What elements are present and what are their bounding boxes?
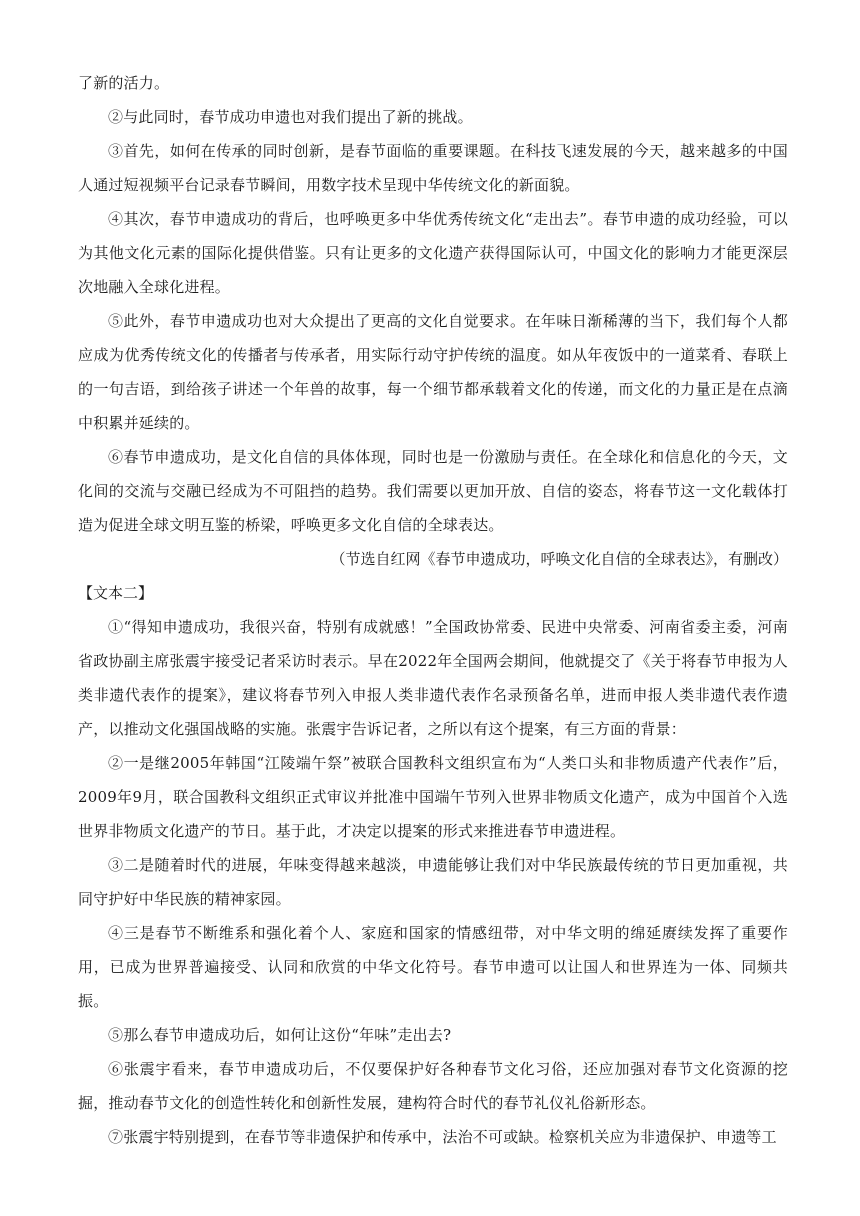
document-page <box>78 66 788 1154</box>
text2-paragraph-4: ④三是春节不断维系和强化着个人、家庭和国家的情感纽带，对中华文明的绵延赓续发挥了重要作用，已成为世界普遍接受、认同和欣赏的中华文化符号。春节申遗可以让国人和世界连为一体、同频共振。 <box>78 924 788 1010</box>
text2-paragraph-2: ②一是继2005年韩国“江陵端午祭”被联合国教科文组织宣布为“人类口头和非物质遗产代表作”后，2009年9月，联合国教科文组织正式审议并批准中国端午节列入世界非物质文化遗产，成为中国首个入选世界非物质文化遗产的节日。基于此，才决定以提案的形式来推进春节申遗进程。 <box>78 754 788 840</box>
text1-paragraph-5: ⑤此外，春节申遗成功也对大众提出了更高的文化自觉要求。在年味日渐稀薄的当下，我们每个人都应成为优秀传统文化的传播者与传承者，用实际行动守护传统的温度。如从年夜饭中的一道菜肴、春联上的一句吉语，到给孩子讲述一个年兽的故事，每一个细节都承载着文化的传递，而文化的力量正是在点滴中积累并延续的。 <box>78 312 788 432</box>
text1-paragraph-3: ③首先，如何在传承的同时创新，是春节面临的重要课题。在科技飞速发展的今天，越来越多的中国人通过短视频平台记录春节瞬间，用数字技术呈现中华传统文化的新面貌。 <box>78 142 788 194</box>
text1-paragraph-4: ④其次，春节申遗成功的背后，也呼唤更多中华优秀传统文化“走出去”。春节申遗的成功经验，可以为其他文化元素的国际化提供借鉴。只有让更多的文化遗产获得国际认可，中国文化的影响力才能更深层次地融入全球化进程。 <box>78 210 788 296</box>
text1-source-citation: （节选自红网《春节申遗成功，呼唤文化自信的全球表达》，有删改） <box>330 550 788 568</box>
text1-paragraph-continued: 了新的活力。 <box>78 74 170 92</box>
text2-paragraph-6: ⑥张震宇看来，春节申遗成功后，不仅要保护好各种春节文化习俗，还应加强对春节文化资源的挖掘，推动春节文化的创造性转化和创新性发展，建构符合时代的春节礼仪礼俗新形态。 <box>78 1060 788 1112</box>
text2-paragraph-7: ⑦张震宇特别提到，在春节等非遗保护和传承中，法治不可或缺。检察机关应为非遗保护、申遗等工 <box>108 1128 777 1146</box>
text1-paragraph-6: ⑥春节申遗成功，是文化自信的具体体现，同时也是一份激励与责任。在全球化和信息化的今天，文化间的交流与交融已经成为不可阻挡的趋势。我们需要以更加开放、自信的姿态，将春节这一文化载体打造为促进全球文明互鉴的桥梁，呼唤更多文化自信的全球表达。 <box>78 448 788 534</box>
text1-paragraph-2: ②与此同时，春节成功申遗也对我们提出了新的挑战。 <box>108 108 473 126</box>
text2-paragraph-1: ①“得知申遗成功，我很兴奋，特别有成就感！”全国政协常委、民进中央常委、河南省委主委，河南省政协副主席张震宇接受记者采访时表示。早在2022年全国两会期间，他就提交了《关于将春节申报为人类非遗代表作的提案》，建议将春节列入申报人类非遗代表作名录预备名单，进而申报人类非遗代表作遗产，以推动文化强国战略的实施。张震宇告诉记者，之所以有这个提案，有三方面的背景： <box>78 618 788 738</box>
text2-paragraph-5: ⑤那么春节申遗成功后，如何让这份“年味”走出去? <box>108 1026 452 1044</box>
text2-paragraph-3: ③二是随着时代的进展，年味变得越来越淡，申遗能够让我们对中华民族最传统的节日更加重视，共同守护好中华民族的精神家园。 <box>78 856 788 908</box>
text2-heading: 【文本二】 <box>78 584 154 602</box>
